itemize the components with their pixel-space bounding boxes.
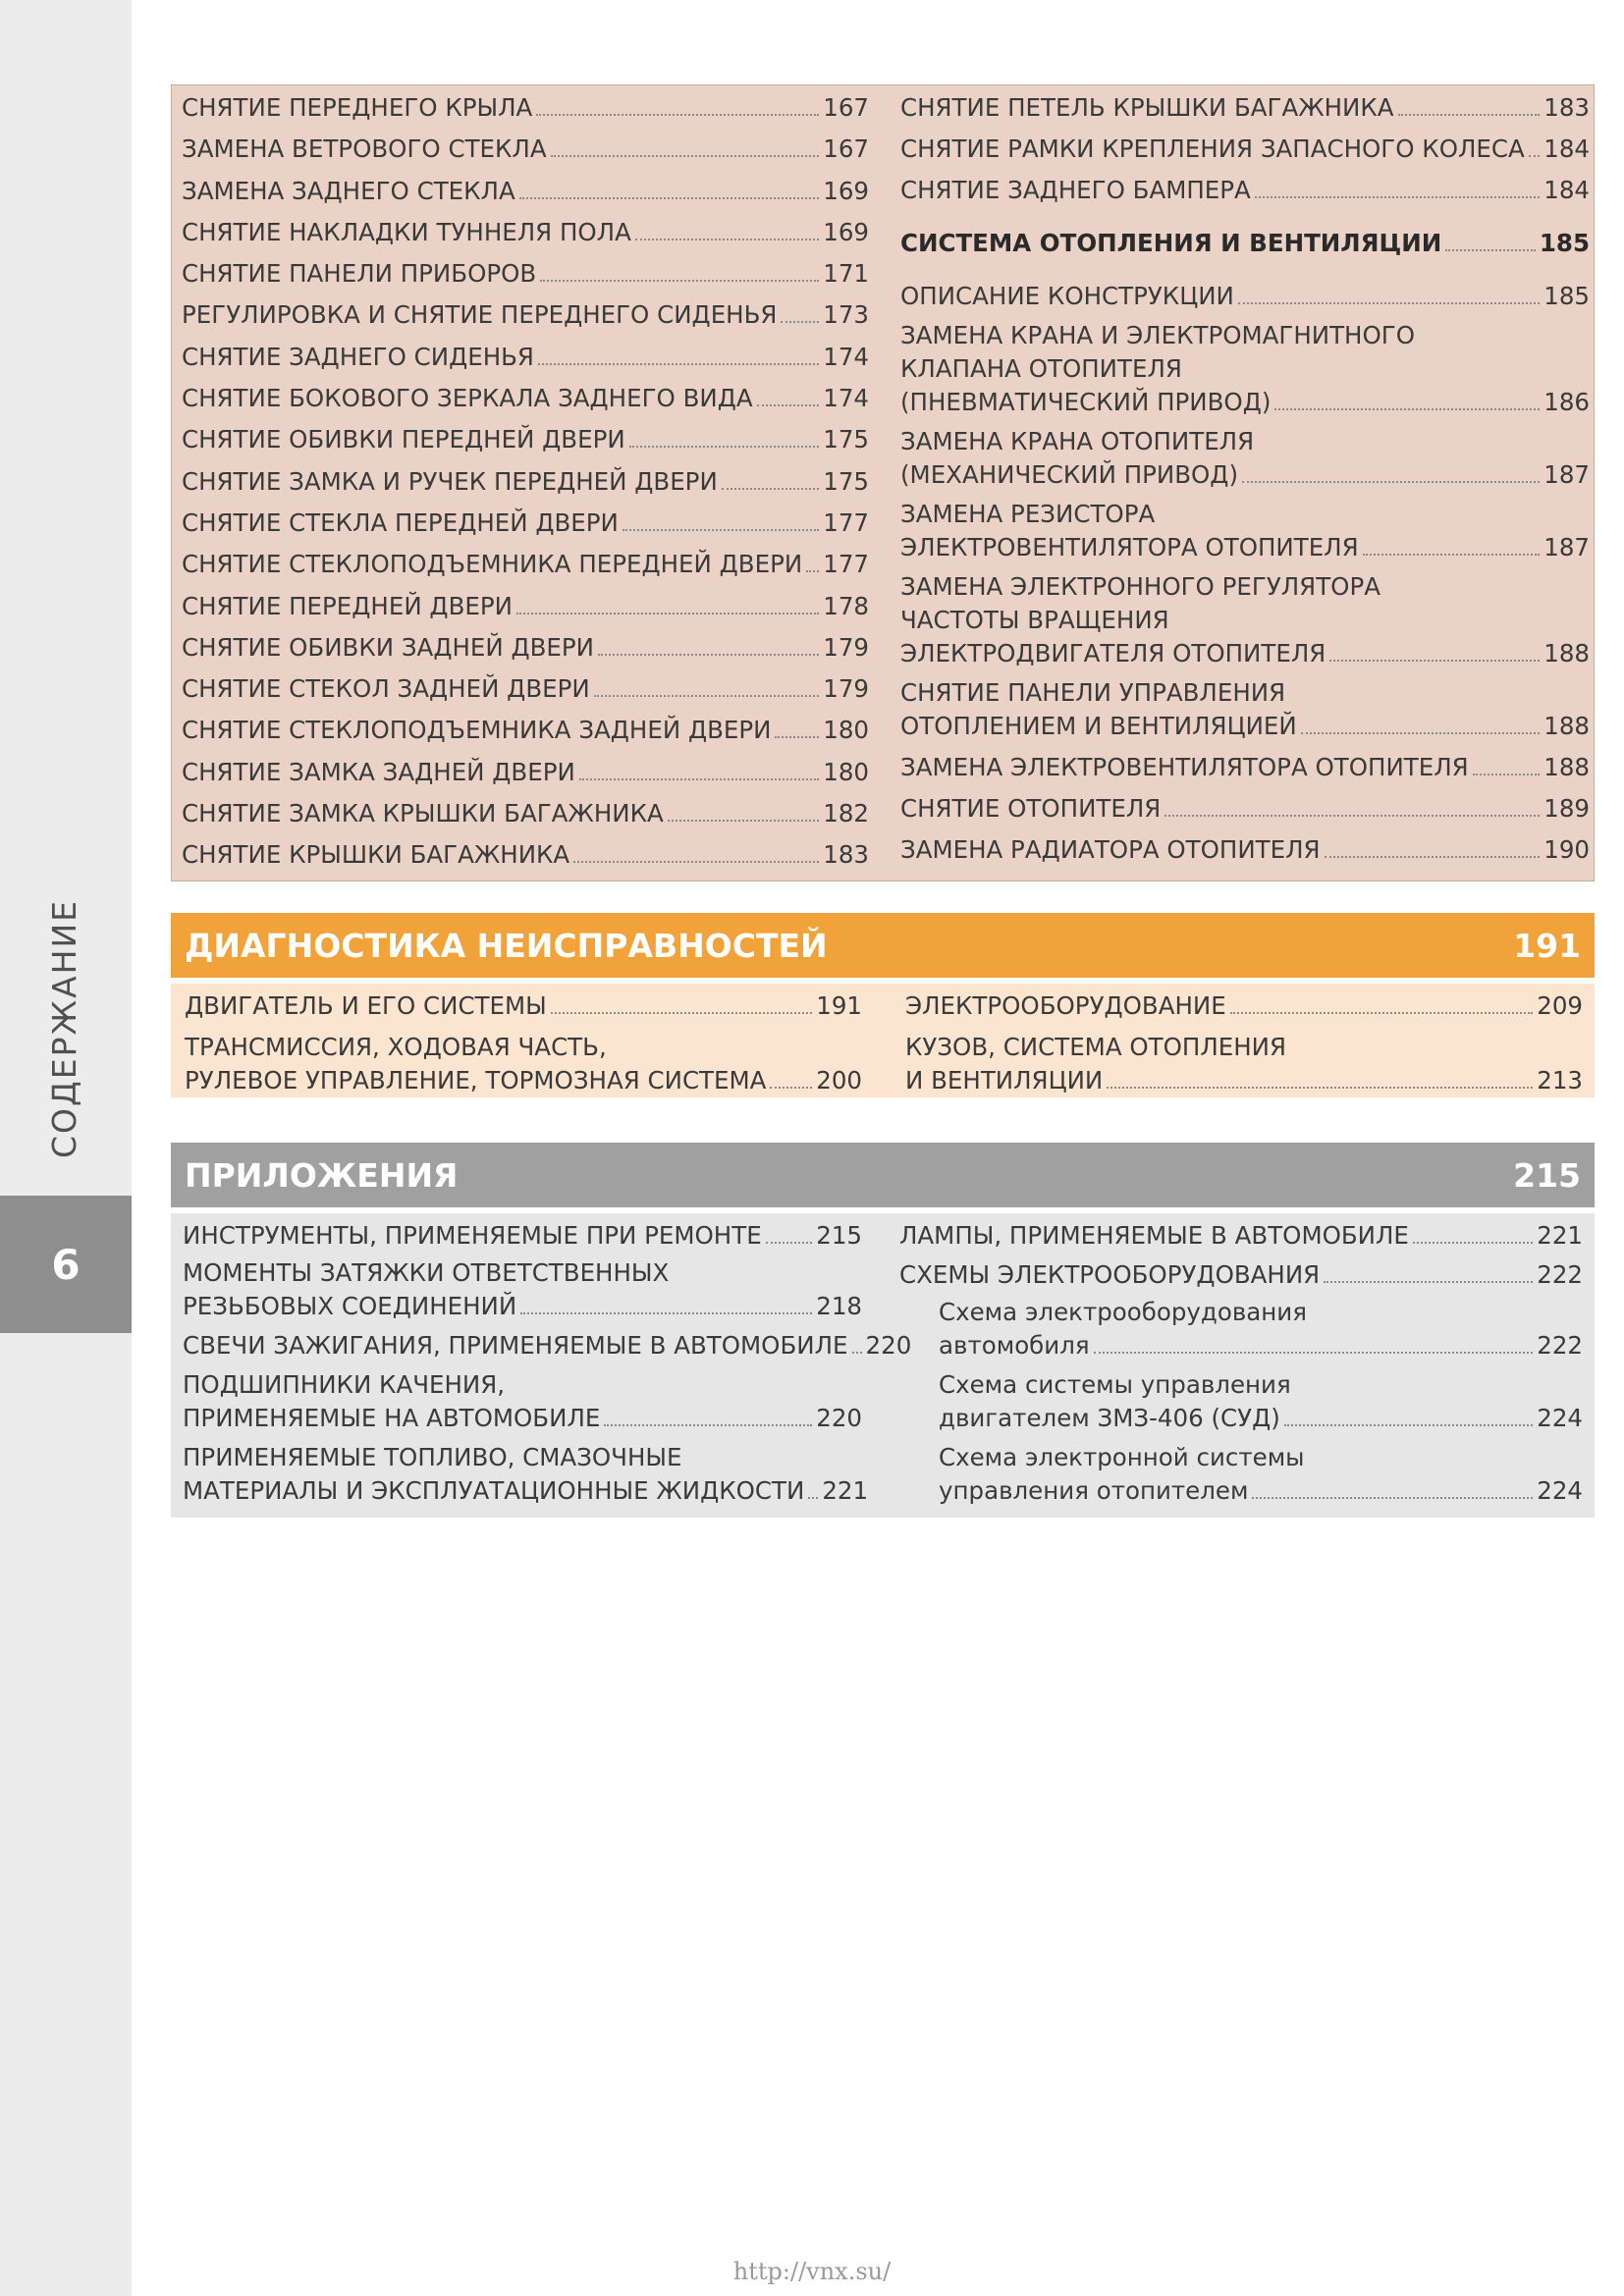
entry-page: 221: [822, 1476, 869, 1505]
toc-entry[interactable]: [182, 133, 869, 166]
entry-page: 213: [1537, 1066, 1583, 1095]
toc-entry[interactable]: [900, 133, 1590, 166]
toc-entry[interactable]: [182, 91, 869, 125]
entry-title: СНЯТИЕ СТЕКЛОПОДЪЕМНИКА ПЕРЕДНЕЙ ДВЕРИ: [182, 550, 803, 579]
entry-page: 220: [816, 1404, 862, 1432]
entry-title-line: автомобиля: [939, 1331, 1090, 1360]
entry-title: СНЯТИЕ ЗАМКА КРЫШКИ БАГАЖНИКА: [182, 799, 664, 828]
toc-subentry[interactable]: [899, 1296, 1583, 1362]
toc-entry[interactable]: [183, 1368, 862, 1435]
entry-title-line: КУЗОВ, СИСТЕМА ОТОПЛЕНИЯ: [905, 1033, 1287, 1061]
section-header-diagnostics[interactable]: [171, 913, 1595, 978]
entry-title-line: И ВЕНТИЛЯЦИИ: [905, 1066, 1104, 1095]
entry-page: 167: [823, 93, 869, 122]
toc-subentry[interactable]: [899, 1368, 1583, 1435]
entry-page: 184: [1543, 134, 1590, 163]
entry-page: 222: [1537, 1260, 1583, 1289]
entry-title: СИСТЕМА ОТОПЛЕНИЯ И ВЕНТИЛЯЦИИ: [900, 229, 1442, 257]
entry-page: 182: [823, 799, 869, 828]
toc-entry[interactable]: [900, 570, 1590, 670]
entry-title: ОПИСАНИЕ КОНСТРУКЦИИ: [900, 282, 1234, 310]
entry-title: ЛАМПЫ, ПРИМЕНЯЕМЫЕ В АВТОМОБИЛЕ: [899, 1221, 1409, 1250]
entry-title: СНЯТИЕ СТЕКЛОПОДЪЕМНИКА ЗАДНЕЙ ДВЕРИ: [182, 716, 772, 745]
entry-title: СНЯТИЕ БОКОВОГО ЗЕРКАЛА ЗАДНЕГО ВИДА: [182, 384, 753, 413]
entry-page: 185: [1539, 229, 1590, 257]
toc-entry[interactable]: [900, 833, 1590, 867]
entry-page: 179: [823, 674, 869, 704]
entry-title-line: ЭЛЕКТРОВЕНТИЛЯТОРА ОТОПИТЕЛЯ: [900, 533, 1359, 561]
entry-page: 178: [823, 591, 869, 620]
entry-page: 185: [1543, 282, 1590, 310]
entry-title-line: Схема системы управления: [939, 1370, 1291, 1399]
entry-page: 179: [823, 632, 869, 662]
entry-page: 188: [1543, 639, 1590, 667]
entry-title-line: (ПНЕВМАТИЧЕСКИЙ ПРИВОД): [900, 388, 1272, 416]
entry-title-line: ЗАМЕНА КРАНА ОТОПИТЕЛЯ: [900, 427, 1255, 455]
toc-entry[interactable]: [900, 319, 1590, 419]
entry-page: 183: [823, 840, 869, 870]
entry-title-line: ПРИМЕНЯЕМЫЕ ТОПЛИВО, СМАЗОЧНЫЕ: [183, 1443, 682, 1471]
section-title: ПРИЛОЖЕНИЯ: [185, 1155, 459, 1195]
entry-title: РЕГУЛИРОВКА И СНЯТИЕ ПЕРЕДНЕГО СИДЕНЬЯ: [182, 300, 778, 330]
entry-page: 186: [1543, 388, 1590, 416]
entry-title: ЗАМЕНА ЭЛЕКТРОВЕНТИЛЯТОРА ОТОПИТЕЛЯ: [900, 753, 1469, 781]
toc-entry[interactable]: [900, 174, 1590, 207]
toc-block-body-heating: [171, 84, 1595, 881]
entry-title-line: ТРАНСМИССИЯ, ХОДОВАЯ ЧАСТЬ,: [185, 1033, 607, 1061]
toc-entry[interactable]: [182, 465, 869, 499]
toc-entry[interactable]: [899, 1258, 1583, 1292]
entry-page: 175: [823, 466, 869, 496]
entry-title-line: ПРИМЕНЯЕМЫЕ НА АВТОМОБИЛЕ: [183, 1404, 601, 1432]
entry-page: 184: [1543, 176, 1590, 204]
entry-page: 187: [1543, 533, 1590, 561]
entry-page: 169: [823, 217, 869, 246]
section-title: ДИАГНОСТИКА НЕИСПРАВНОСТЕЙ: [185, 926, 828, 965]
entry-page: 188: [1543, 753, 1590, 781]
toc-entry[interactable]: [182, 714, 869, 747]
entry-page: 183: [1543, 93, 1590, 122]
toc-left-column: [182, 91, 869, 872]
entry-title: СНЯТИЕ СТЕКЛА ПЕРЕДНЕЙ ДВЕРИ: [182, 507, 619, 537]
entry-page: 167: [823, 134, 869, 164]
entry-page: 187: [1543, 460, 1590, 489]
toc-entry[interactable]: [182, 631, 869, 665]
entry-title: СНЯТИЕ ОБИВКИ ПЕРЕДНЕЙ ДВЕРИ: [182, 425, 625, 454]
entry-page: 173: [823, 300, 869, 330]
section-page: 191: [1513, 926, 1581, 965]
toc-entry[interactable]: [182, 756, 869, 789]
entry-page: 224: [1537, 1476, 1583, 1505]
toc-left-column: [185, 989, 862, 1097]
toc-entry[interactable]: [900, 498, 1590, 564]
toc-left-column: [183, 1219, 912, 1508]
entry-title-line: КЛАПАНА ОТОПИТЕЛЯ: [900, 354, 1182, 383]
entry-title-line: управления отопителем: [939, 1476, 1249, 1505]
toc-entry[interactable]: [183, 1219, 862, 1253]
entry-page: 169: [823, 176, 869, 205]
toc-entry[interactable]: [900, 792, 1590, 826]
entry-title: СНЯТИЕ ОБИВКИ ЗАДНЕЙ ДВЕРИ: [182, 632, 595, 662]
entry-title: СХЕМЫ ЭЛЕКТРООБОРУДОВАНИЯ: [899, 1260, 1321, 1289]
toc-entry[interactable]: [182, 257, 869, 291]
toc-entry[interactable]: [182, 382, 869, 415]
toc-subentry[interactable]: [899, 1441, 1583, 1508]
entry-page: 174: [823, 384, 869, 413]
entry-page: 215: [816, 1221, 862, 1250]
entry-title-line: Схема электронной системы: [939, 1443, 1305, 1471]
entry-title-line: МАТЕРИАЛЫ И ЭКСПЛУАТАЦИОННЫЕ ЖИДКОСТИ: [183, 1476, 805, 1505]
toc-heading-heating[interactable]: [900, 227, 1590, 260]
toc-entry[interactable]: [182, 590, 869, 623]
toc-right-column: [899, 1219, 1583, 1508]
entry-title-line: двигателем ЗМЗ-406 (СУД): [939, 1404, 1280, 1432]
entry-title: СНЯТИЕ ПАНЕЛИ ПРИБОРОВ: [182, 259, 537, 289]
entry-page: 177: [823, 507, 869, 537]
entry-page: 177: [823, 550, 869, 579]
toc-entry[interactable]: [183, 1256, 862, 1323]
entry-title: СНЯТИЕ ЗАМКА И РУЧЕК ПЕРЕДНЕЙ ДВЕРИ: [182, 466, 718, 496]
entry-title: СНЯТИЕ ПЕРЕДНЕГО КРЫЛА: [182, 93, 533, 122]
toc-entry[interactable]: [185, 989, 862, 1023]
entry-title: ЗАМЕНА ВЕТРОВОГО СТЕКЛА: [182, 134, 547, 164]
entry-page: 200: [816, 1066, 862, 1095]
entry-page: 189: [1543, 794, 1590, 823]
entry-title: СНЯТИЕ ПЕТЕЛЬ КРЫШКИ БАГАЖНИКА: [900, 93, 1394, 122]
entry-title: ЭЛЕКТРООБОРУДОВАНИЕ: [905, 991, 1226, 1020]
toc-entry[interactable]: [182, 341, 869, 374]
toc-right-column: [900, 91, 1590, 867]
toc-entry[interactable]: [905, 1031, 1583, 1097]
entry-title: СНЯТИЕ НАКЛАДКИ ТУННЕЛЯ ПОЛА: [182, 217, 631, 246]
entry-title-line: РУЛЕВОЕ УПРАВЛЕНИЕ, ТОРМОЗНАЯ СИСТЕМА: [185, 1066, 767, 1095]
entry-title-line: ЧАСТОТЫ ВРАЩЕНИЯ: [900, 606, 1169, 634]
toc-entry[interactable]: [900, 751, 1590, 784]
entry-title: ЗАМЕНА ЗАДНЕГО СТЕКЛА: [182, 176, 515, 205]
entry-title: СНЯТИЕ КРЫШКИ БАГАЖНИКА: [182, 840, 570, 870]
toc-entry[interactable]: [182, 216, 869, 249]
entry-title-line: (МЕХАНИЧЕСКИЙ ПРИВОД): [900, 460, 1239, 489]
entry-page: 188: [1543, 712, 1590, 740]
entry-title: СНЯТИЕ ЗАДНЕГО СИДЕНЬЯ: [182, 342, 534, 371]
entry-page: 220: [865, 1331, 912, 1360]
entry-title-line: ОТОПЛЕНИЕМ И ВЕНТИЛЯЦИЕЙ: [900, 712, 1297, 740]
toc-entry[interactable]: [182, 423, 869, 456]
page-number: 6: [0, 1196, 132, 1333]
entry-title: СНЯТИЕ ОТОПИТЕЛЯ: [900, 794, 1162, 823]
entry-title-line: РЕЗЬБОВЫХ СОЕДИНЕНИЙ: [183, 1292, 517, 1320]
entry-title-line: ЗАМЕНА КРАНА И ЭЛЕКТРОМАГНИТНОГО: [900, 321, 1415, 349]
entry-title: СВЕЧИ ЗАЖИГАНИЯ, ПРИМЕНЯЕМЫЕ В АВТОМОБИЛЕ: [183, 1331, 848, 1360]
entry-title: ЗАМЕНА РАДИАТОРА ОТОПИТЕЛЯ: [900, 835, 1321, 864]
toc-entry[interactable]: [900, 425, 1590, 492]
toc-entry[interactable]: [182, 797, 869, 830]
section-label: СОДЕРЖАНИЕ: [45, 898, 83, 1158]
entry-title-line: СНЯТИЕ ПАНЕЛИ УПРАВЛЕНИЯ: [900, 678, 1286, 707]
entry-title-line: ЭЛЕКТРОДВИГАТЕЛЯ ОТОПИТЕЛЯ: [900, 639, 1326, 667]
footer-url[interactable]: http://vnx.su/: [732, 2258, 892, 2285]
entry-title: СНЯТИЕ ПЕРЕДНЕЙ ДВЕРИ: [182, 591, 513, 620]
toc-entry[interactable]: [182, 175, 869, 208]
entry-page: 180: [823, 716, 869, 745]
entry-title-line: ЗАМЕНА РЕЗИСТОРА: [900, 500, 1156, 528]
entry-title-line: ЗАМЕНА ЭЛЕКТРОННОГО РЕГУЛЯТОРА: [900, 572, 1380, 601]
section-header-appendix[interactable]: [171, 1143, 1595, 1207]
entry-title: СНЯТИЕ СТЕКОЛ ЗАДНЕЙ ДВЕРИ: [182, 674, 590, 704]
toc-entry[interactable]: [900, 676, 1590, 743]
section-body: [171, 984, 1595, 1097]
entry-title-line: ПОДШИПНИКИ КАЧЕНИЯ,: [183, 1370, 506, 1399]
toc-entry[interactable]: [899, 1219, 1583, 1253]
entry-page: 174: [823, 342, 869, 371]
entry-title: СНЯТИЕ РАМКИ КРЕПЛЕНИЯ ЗАПАСНОГО КОЛЕСА: [900, 134, 1525, 163]
entry-page: 191: [816, 991, 862, 1020]
entry-page: 180: [823, 757, 869, 786]
entry-page: 222: [1537, 1331, 1583, 1360]
toc-entry[interactable]: [182, 507, 869, 540]
entry-title: СНЯТИЕ ЗАДНЕГО БАМПЕРА: [900, 176, 1251, 204]
entry-title-line: МОМЕНТЫ ЗАТЯЖКИ ОТВЕТСТВЕННЫХ: [183, 1258, 670, 1287]
entry-page: 209: [1537, 991, 1583, 1020]
entry-page: 190: [1543, 835, 1590, 864]
entry-page: 218: [816, 1292, 862, 1320]
entry-title: ДВИГАТЕЛЬ И ЕГО СИСТЕМЫ: [185, 991, 547, 1020]
toc-entry[interactable]: [183, 1441, 869, 1508]
toc-entry[interactable]: [905, 989, 1583, 1023]
toc-entry[interactable]: [183, 1329, 912, 1362]
toc-entry[interactable]: [182, 838, 869, 872]
entry-page: 171: [823, 259, 869, 289]
toc-right-column: [905, 989, 1583, 1097]
toc-entry[interactable]: [900, 91, 1590, 125]
toc-entry[interactable]: [182, 548, 869, 581]
entry-page: 175: [823, 425, 869, 454]
entry-page: 221: [1537, 1221, 1583, 1250]
toc-entry[interactable]: [900, 280, 1590, 313]
entry-page: 224: [1537, 1404, 1583, 1432]
entry-title: ИНСТРУМЕНТЫ, ПРИМЕНЯЕМЫЕ ПРИ РЕМОНТЕ: [183, 1221, 762, 1250]
section-body: [171, 1213, 1595, 1518]
entry-title-line: Схема электрооборудования: [939, 1298, 1307, 1326]
toc-entry[interactable]: [182, 672, 869, 706]
section-page: 215: [1513, 1155, 1581, 1195]
toc-entry[interactable]: [185, 1031, 862, 1097]
entry-title: СНЯТИЕ ЗАМКА ЗАДНЕЙ ДВЕРИ: [182, 757, 575, 786]
toc-entry[interactable]: [182, 298, 869, 332]
